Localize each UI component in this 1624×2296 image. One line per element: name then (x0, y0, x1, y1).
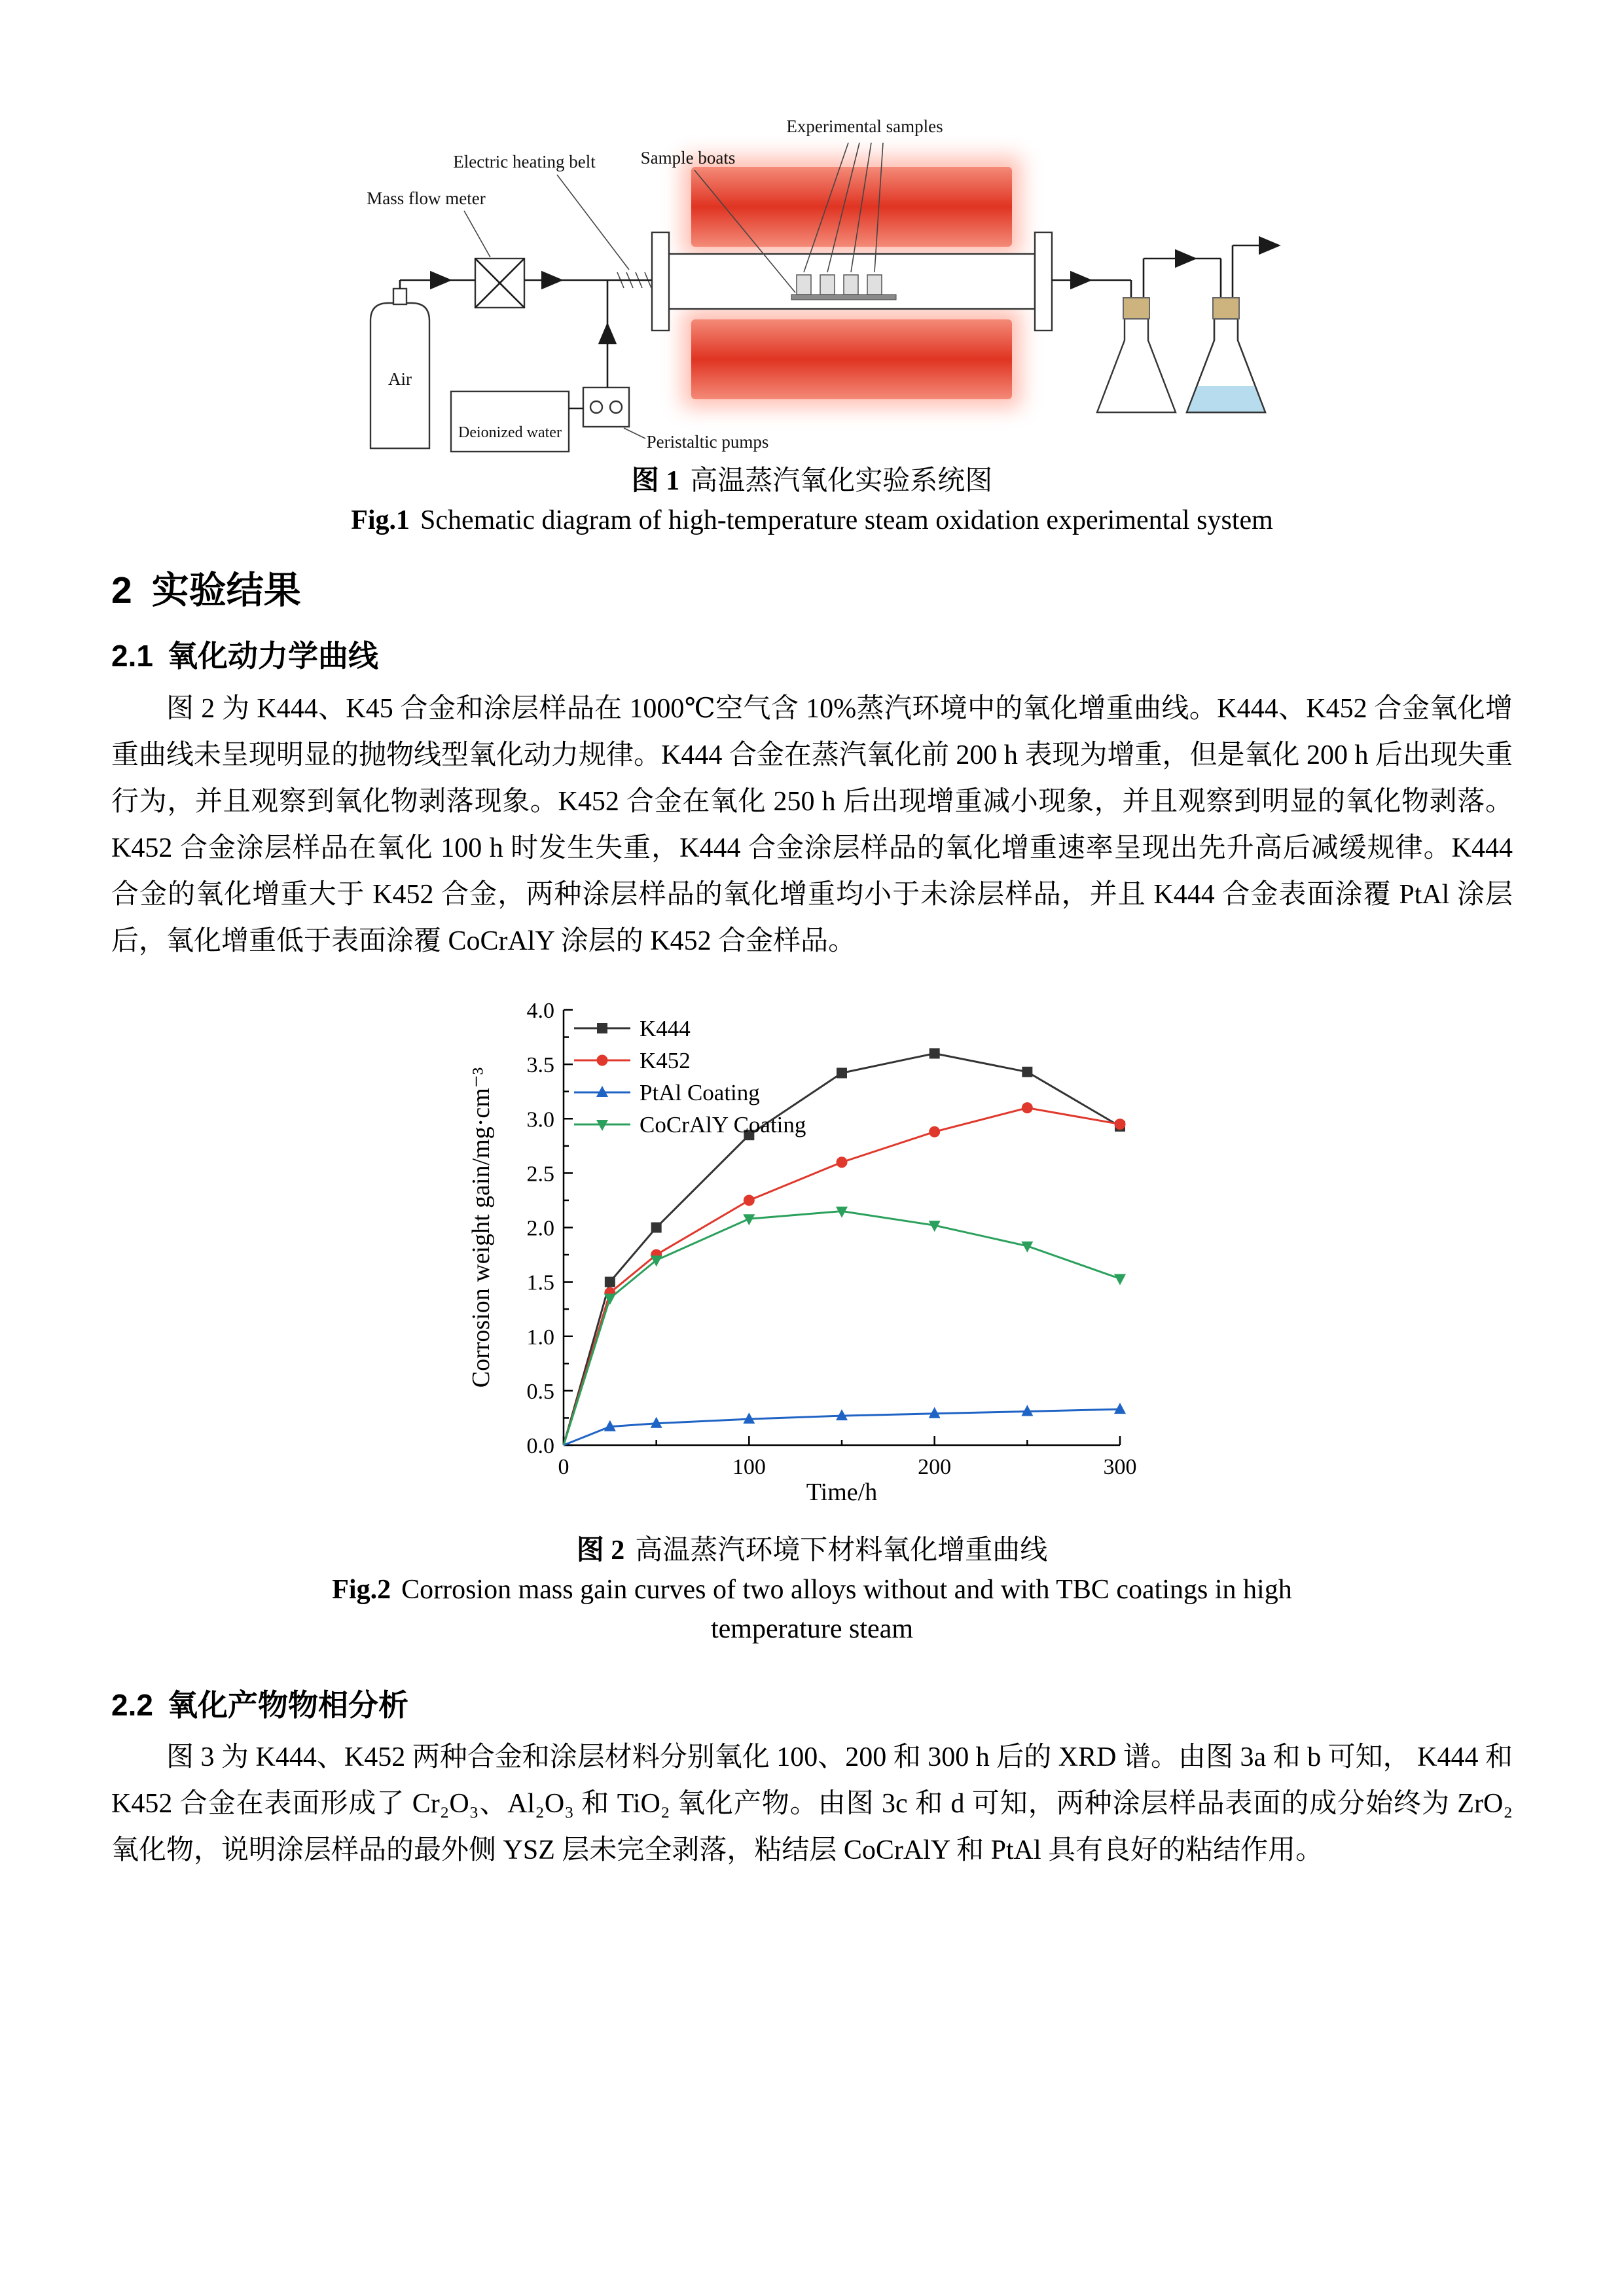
mass-flow-meter-label: Mass flow meter (366, 188, 486, 208)
svg-text:2.0: 2.0 (526, 1216, 554, 1241)
svg-text:1.0: 1.0 (526, 1325, 554, 1350)
mass-flow-meter (475, 259, 524, 308)
svg-text:K444: K444 (639, 1015, 691, 1041)
svg-text:PtAl Coating: PtAl Coating (639, 1079, 760, 1105)
figure-1-caption-zh-text: 高温蒸汽氧化实验系统图 (690, 466, 993, 496)
svg-text:Corrosion weight gain/mg·cm⁻³: Corrosion weight gain/mg·cm⁻³ (467, 1067, 495, 1388)
peristaltic-pumps-label: Peristaltic pumps (646, 432, 768, 452)
air-label: Air (388, 369, 412, 389)
svg-text:1.5: 1.5 (526, 1270, 554, 1295)
section-2-1-heading (111, 637, 1513, 675)
svg-text:200: 200 (917, 1454, 951, 1479)
furnace-left-flange (652, 232, 669, 331)
figure-1-caption-en-text: Schematic diagram of high-temperature steam oxidation experimental system (420, 505, 1273, 535)
figure-2-caption-en-text1: Corrosion mass gain curves of two alloys without and with TBC coatings in high (401, 1574, 1292, 1605)
electric-heating-belt-label: Electric heating belt (452, 152, 596, 171)
section-2-2-paragraph: 图 3 为 K444、K452 两种合金和涂层材料分别氧化 100、200 和 300 h 后的 XRD 谱。由图 3a 和 b 可知， K444 和 K452 合金在表面形成了 Cr₂O₃、Al₂O₃ 和 TiO₂ 氧化产物。由图 3c 和 d 可知，两种涂层样品表面的成分始终为 ZrO₂ 氧化物，说明涂层样品的最外侧 YSZ 层未完全剥落，粘结层 CoCrAlY 和 PtAl 具有良好的粘结作用。 (111, 1742, 1513, 1866)
gas-washing-flask-1 (1097, 298, 1176, 412)
section-2-heading (111, 567, 1513, 614)
section-2-1-number: 2.1 (111, 639, 153, 673)
peristaltic-pump (583, 387, 629, 427)
svg-text:0.5: 0.5 (526, 1379, 554, 1404)
flask-2-stopper (1213, 298, 1239, 319)
svg-text:3.0: 3.0 (526, 1107, 554, 1132)
svg-text:300: 300 (1103, 1454, 1136, 1479)
figure-2-caption-en-line2 (111, 1609, 1513, 1649)
flask-1-stopper (1123, 298, 1149, 319)
flask-2-liquid (1187, 386, 1265, 412)
sample-boats-label: Sample boats (640, 148, 735, 168)
svg-text:0.0: 0.0 (526, 1433, 554, 1458)
figure-1-schematic (111, 105, 1513, 461)
section-2-1-title: 氧化动力学曲线 (167, 639, 378, 673)
deionized-water-tank (451, 391, 569, 452)
upper-heater-block (691, 167, 1012, 247)
figure-2-caption-en-text2: temperature steam (710, 1613, 913, 1644)
svg-text:100: 100 (732, 1454, 766, 1479)
figure-2-caption-en-line1 (111, 1570, 1513, 1609)
air-cylinder (370, 289, 429, 448)
svg-text:0: 0 (558, 1454, 569, 1479)
section-2-title: 实验结果 (151, 569, 301, 611)
figure-1-caption-zh (111, 461, 1513, 501)
deionized-water-label: Deionized water (458, 424, 562, 441)
experimental-samples-label: Experimental samples (785, 117, 943, 136)
svg-text:CoCrAlY Coating: CoCrAlY Coating (639, 1111, 806, 1138)
sample-boat (791, 295, 896, 300)
fig2-chart-svg (465, 994, 1159, 1517)
section-2-2-number: 2.2 (111, 1687, 153, 1722)
svg-text:4.0: 4.0 (526, 998, 554, 1023)
figure-1-caption-en (111, 501, 1513, 540)
figure-2-caption-en-label: Fig.2 (332, 1574, 391, 1605)
section-2-2-heading (111, 1687, 1513, 1725)
fig1-diagram-svg (321, 105, 1303, 458)
figure-1-caption-zh-label: 图 1 (631, 466, 680, 496)
svg-text:2.5: 2.5 (526, 1162, 554, 1187)
figure-2-caption-zh-text: 高温蒸汽环境下材料氧化增重曲线 (635, 1535, 1048, 1566)
figure-2-caption-zh (111, 1531, 1513, 1570)
svg-text:3.5: 3.5 (526, 1052, 554, 1077)
figure-2-chart (137, 994, 1487, 1520)
svg-text:Time/h: Time/h (806, 1478, 877, 1506)
svg-text:K452: K452 (639, 1047, 691, 1073)
furnace-right-flange (1035, 232, 1052, 331)
gas-washing-flask-2 (1187, 298, 1265, 412)
section-2-2-title: 氧化产物物相分析 (167, 1687, 408, 1722)
lower-heater-block (691, 319, 1012, 399)
section-2-1-paragraph: 图 2 为 K444、K45 合金和涂层样品在 1000℃空气含 10%蒸汽环境中的氧化增重曲线。K444、K452 合金氧化增重曲线未呈现明显的抛物线型氧化动力规律。K444 合金在蒸汽氧化前 200 h 表现为增重，但是氧化 200 h 后出现失重行为，并且观察到氧化物剥落现象。K452 合金在氧化 250 h 后出现增重减小现象，并且观察到明显的氧化物剥落。K452 合金涂层样品在氧化 100 h 时发生失重，K444 合金涂层样品的氧化增重速率呈现出先升高后减缓规律。K444 合金的氧化增重大于 K452 合金，两种涂层样品的氧化增重均小于未涂层样品，并且 K444 合金表面涂覆 PtAl 涂层后，氧化增重低于表面涂覆 CoCrAlY 涂层的 K452 合金样品。 (111, 693, 1513, 956)
figure-1-caption-en-label: Fig.1 (351, 505, 410, 535)
figure-2-caption-zh-label: 图 2 (576, 1535, 625, 1566)
section-2-number: 2 (111, 569, 132, 611)
